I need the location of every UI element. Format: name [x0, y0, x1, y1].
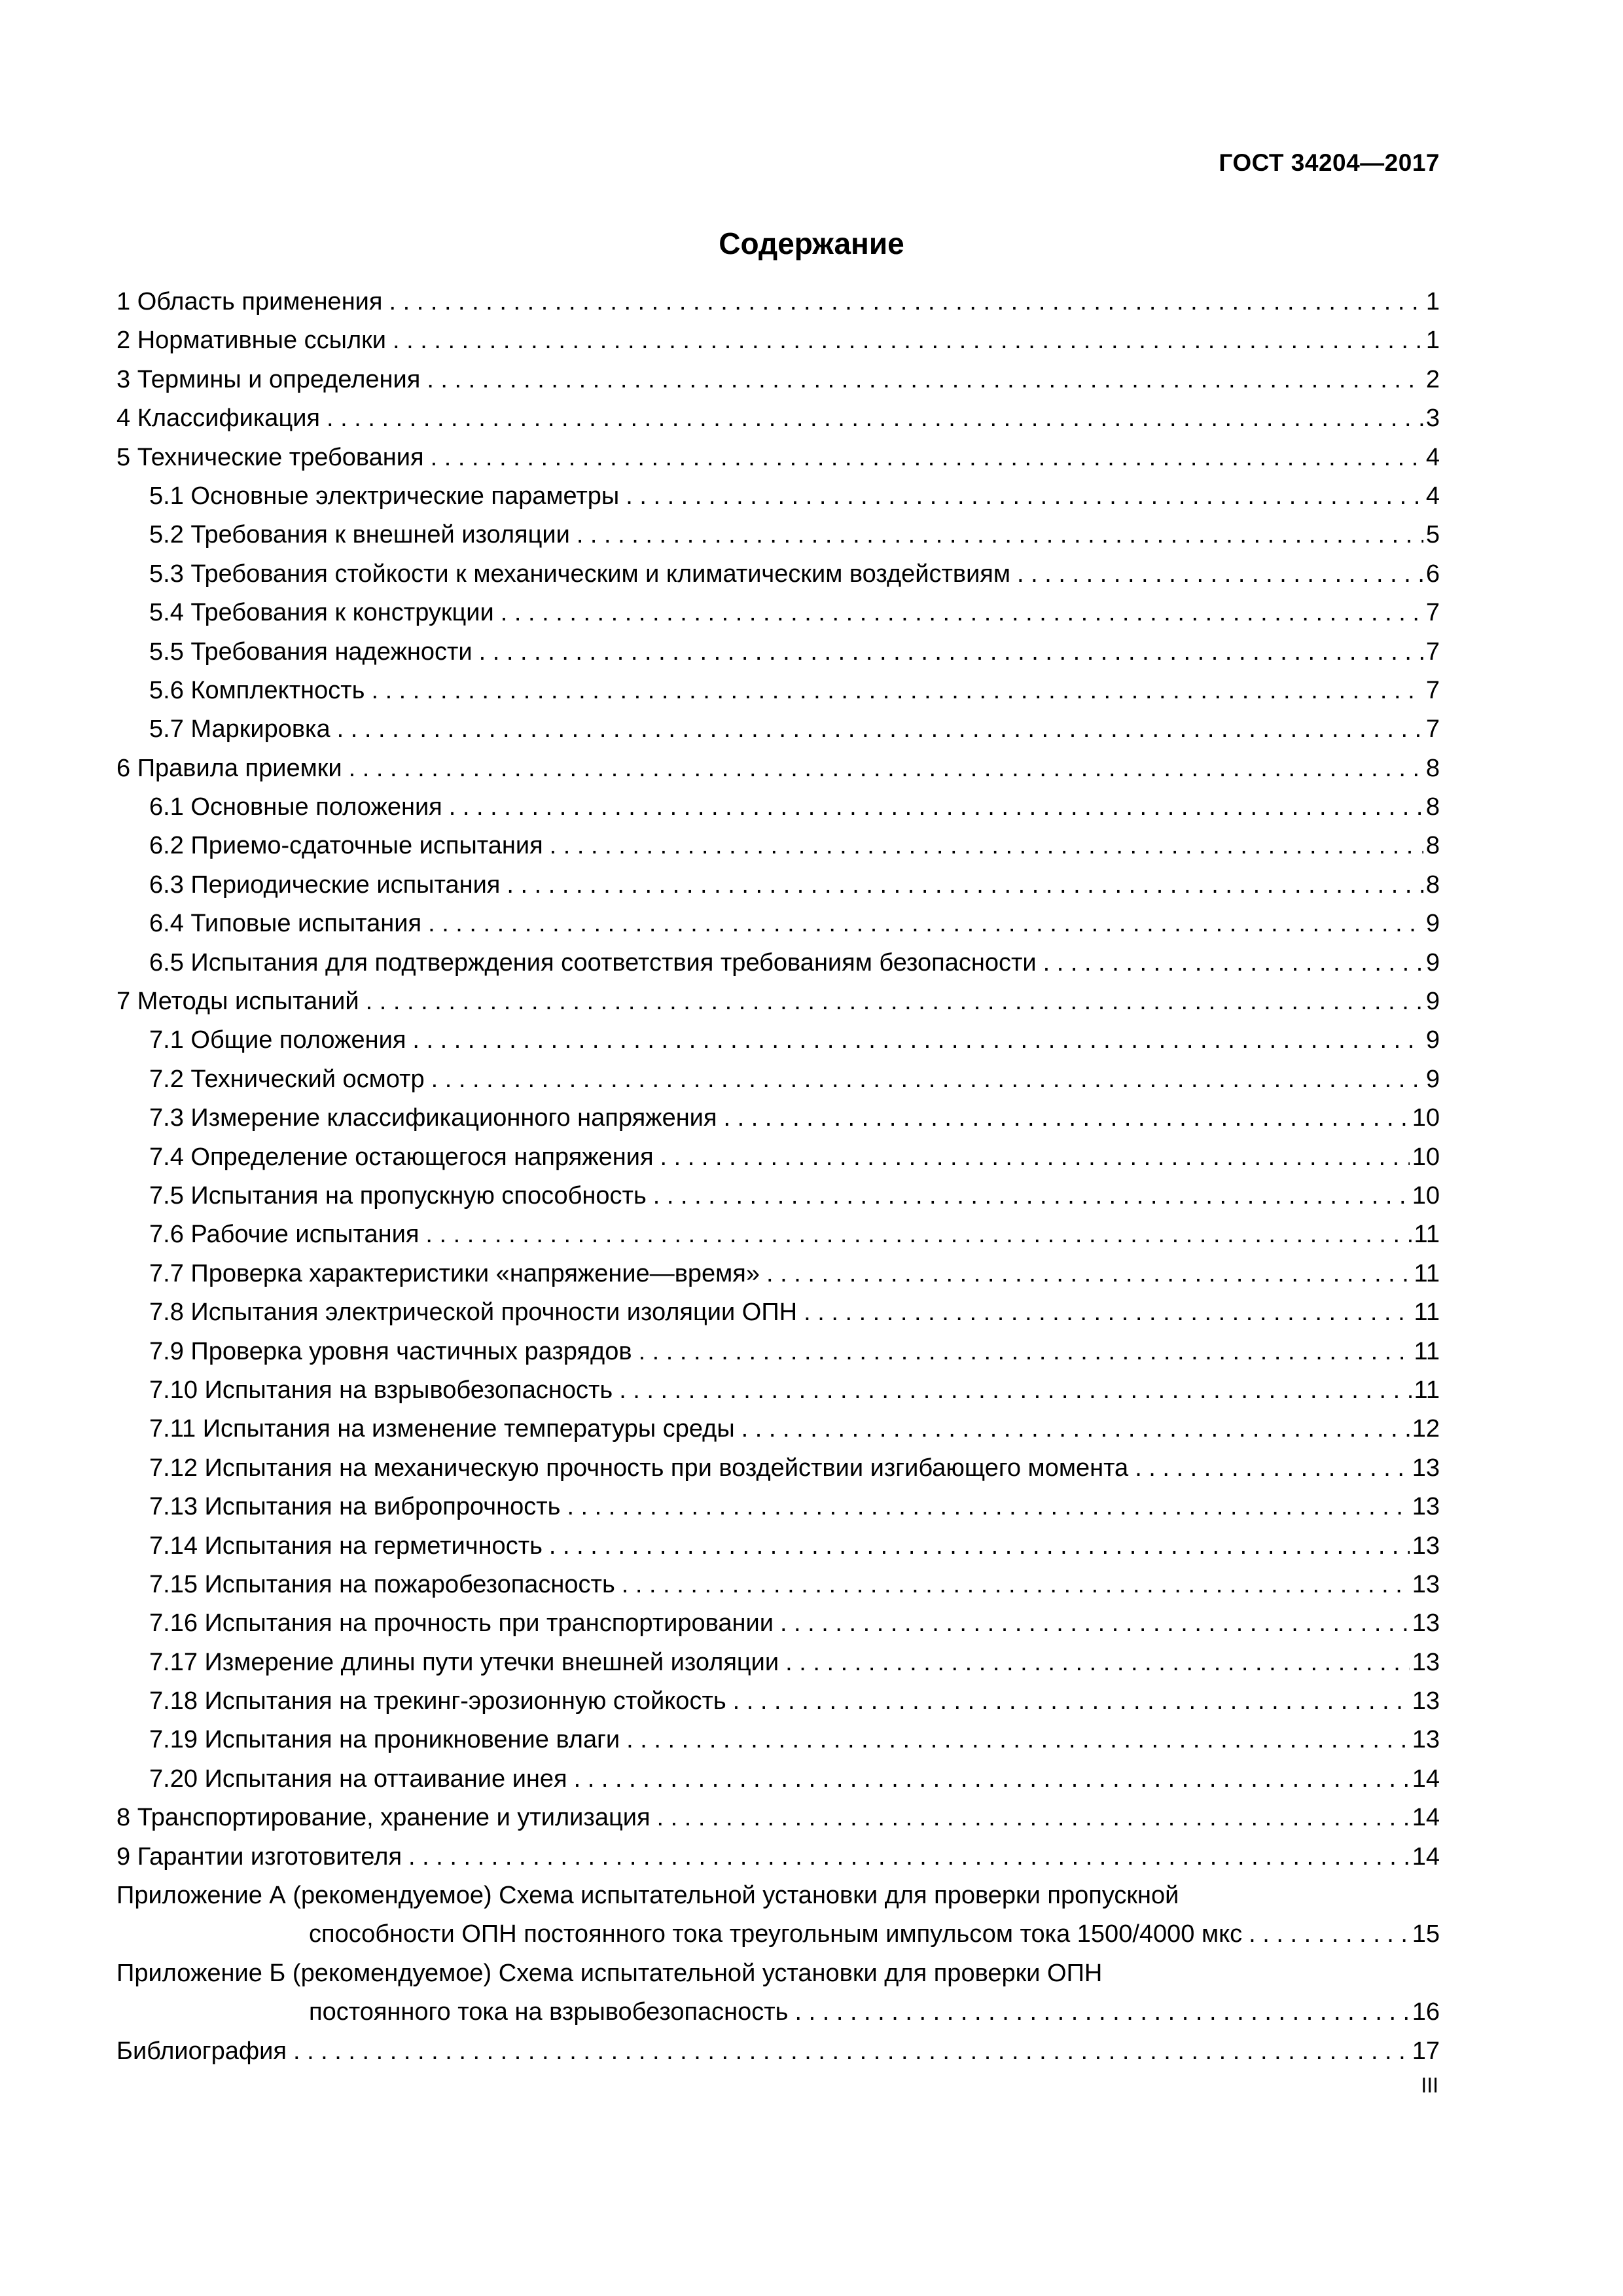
toc-dot-leader [425, 1215, 1411, 1254]
table-of-contents [116, 283, 1440, 2071]
toc-entry-label: 7.14 Испытания на герметичность [149, 1532, 543, 1560]
toc-entry-label: 7 Методы испытаний [116, 988, 359, 1016]
toc-entry-page: 6 [1425, 560, 1440, 588]
toc-dot-leader [549, 1527, 1410, 1566]
toc-entry-page: 7 [1425, 676, 1440, 704]
toc-entry-label: 7.12 Испытания на механическую прочность при воздействии изгибающего момента [149, 1454, 1129, 1482]
toc-entry[interactable] [116, 283, 1440, 321]
toc-entry-label: 5.2 Требования к внешней изоляции [149, 521, 570, 549]
page-number: III [1421, 2073, 1438, 2097]
toc-entry-page: 3 [1425, 404, 1440, 433]
toc-dot-leader [1043, 944, 1423, 982]
toc-entry-page: 17 [1412, 2037, 1440, 2065]
toc-entry-label: 7.3 Измерение классификационного напряжения [149, 1104, 717, 1132]
toc-dot-leader [431, 1060, 1423, 1099]
toc-entry[interactable] [116, 633, 1440, 672]
toc-dot-leader [577, 516, 1423, 554]
toc-entry-page: 1 [1425, 288, 1440, 315]
toc-dot-leader [408, 1838, 1410, 1876]
toc-dot-leader [653, 1177, 1410, 1215]
toc-dot-leader [293, 2032, 1410, 2071]
toc-entry[interactable] [116, 2032, 1440, 2071]
toc-entry-page: 10 [1412, 1104, 1440, 1132]
toc-appendix-title-line1: Приложение А (рекомендуемое) Схема испытательной установки для проверки пропускной [116, 1882, 1179, 1910]
toc-entry-page: 4 [1425, 482, 1440, 510]
toc-dot-leader [622, 1566, 1410, 1604]
toc-dot-leader [427, 361, 1423, 399]
toc-entry-page: 9 [1425, 1026, 1440, 1054]
toc-entry-page: 7 [1425, 637, 1440, 666]
toc-entry-page: 13 [1412, 1532, 1440, 1560]
toc-entry-label: 7.9 Проверка уровня частичных разрядов [149, 1337, 632, 1365]
toc-entry-label: 7.19 Испытания на проникновение влаги [149, 1726, 620, 1754]
toc-dot-leader [337, 710, 1423, 749]
toc-entry-page: 7 [1425, 599, 1440, 627]
toc-dot-leader [371, 672, 1423, 710]
toc-dot-leader [349, 749, 1423, 788]
toc-dot-leader [785, 1643, 1410, 1682]
toc-entry-label: 6.5 Испытания для подтверждения соответствия требованиям безопасности [149, 948, 1037, 977]
toc-entry[interactable] [116, 982, 1440, 1021]
toc-entry-label: 7.11 Испытания на изменение температуры среды [149, 1415, 735, 1443]
toc-entry[interactable] [116, 710, 1440, 749]
toc-appendix-entry[interactable] [116, 1954, 1440, 2032]
toc-entry-page: 11 [1414, 1221, 1440, 1249]
toc-entry[interactable] [116, 905, 1440, 943]
toc-entry-page: 8 [1425, 870, 1440, 899]
toc-entry-label: 8 Транспортирование, хранение и утилизация [116, 1804, 651, 1832]
toc-dot-leader [428, 905, 1423, 943]
toc-entry-page: 8 [1425, 793, 1440, 821]
toc-entry-page: 8 [1425, 754, 1440, 782]
toc-entry-page: 9 [1425, 1065, 1440, 1093]
toc-dot-leader [507, 866, 1423, 905]
toc-entry[interactable] [116, 749, 1440, 788]
toc-entry-page: 4 [1425, 443, 1440, 471]
toc-entry[interactable] [116, 1215, 1440, 1254]
toc-dot-leader [733, 1682, 1410, 1721]
toc-entry-label: 3 Термины и определения [116, 365, 421, 393]
toc-entry[interactable] [116, 1488, 1440, 1526]
toc-entry-label: 7.15 Испытания на пожаробезопасность [149, 1570, 615, 1598]
toc-appendix-title-line2: постоянного тока на взрывобезопасность [309, 1998, 789, 2026]
toc-dot-leader [412, 1021, 1423, 1060]
toc-entry-page: 1 [1425, 327, 1440, 355]
toc-entry[interactable] [116, 1371, 1440, 1410]
toc-entry[interactable] [116, 827, 1440, 865]
toc-entry-label: 5.3 Требования стойкости к механическим и климатическим воздействиям [149, 560, 1011, 588]
toc-entry[interactable] [116, 866, 1440, 905]
toc-entry[interactable] [116, 1060, 1440, 1099]
toc-entry-label: 6 Правила приемки [116, 754, 342, 782]
toc-entry-label: 6.1 Основные положения [149, 793, 442, 821]
toc-entry-page: 14 [1412, 1842, 1440, 1871]
toc-entry-label: 5.6 Комплектность [149, 676, 365, 704]
toc-entry-label: 5.5 Требования надежности [149, 637, 473, 666]
toc-entry-label: 7.20 Испытания на оттаивание инея [149, 1765, 567, 1793]
toc-dot-leader [327, 399, 1423, 438]
toc-entry-page: 12 [1412, 1415, 1440, 1443]
toc-dot-leader [766, 1255, 1412, 1293]
toc-entry-page: 8 [1425, 832, 1440, 860]
toc-dot-leader [724, 1099, 1410, 1138]
toc-dot-leader [1135, 1449, 1410, 1488]
toc-dot-leader [366, 982, 1423, 1021]
toc-dot-leader [479, 633, 1423, 672]
toc-entry[interactable] [116, 1527, 1440, 1566]
toc-entry-page: 10 [1412, 1143, 1440, 1171]
toc-entry[interactable] [116, 1566, 1440, 1604]
toc-entry-label: 6.3 Периодические испытания [149, 870, 501, 899]
toc-dot-leader [574, 1760, 1410, 1799]
toc-entry[interactable] [116, 1760, 1440, 1799]
toc-entry[interactable] [116, 788, 1440, 827]
toc-entry[interactable] [116, 1410, 1440, 1448]
toc-entry[interactable] [116, 516, 1440, 554]
toc-dot-leader [626, 1721, 1410, 1759]
toc-entry-page: 11 [1414, 1299, 1440, 1327]
toc-entry-label: 7.2 Технический осмотр [149, 1065, 425, 1093]
toc-entry-label: 7.4 Определение остающегося напряжения [149, 1143, 654, 1171]
toc-entry-label: 6.4 Типовые испытания [149, 910, 422, 938]
toc-entry[interactable] [116, 1099, 1440, 1138]
toc-entry-label: 2 Нормативные ссылки [116, 327, 386, 355]
toc-entry-label: 5.7 Маркировка [149, 715, 330, 744]
toc-entry-page: 15 [1412, 1920, 1440, 1948]
toc-dot-leader [501, 594, 1423, 632]
toc-entry-page: 13 [1412, 1493, 1440, 1521]
toc-entry[interactable] [116, 1604, 1440, 1643]
toc-entry-label: 5 Технические требования [116, 443, 424, 471]
toc-entry[interactable] [116, 672, 1440, 710]
toc-dot-leader [393, 321, 1423, 360]
toc-entry-page: 13 [1412, 1454, 1440, 1482]
toc-entry-page: 2 [1425, 365, 1440, 393]
toc-entry-label: 7.6 Рабочие испытания [149, 1221, 419, 1249]
toc-entry-page: 11 [1414, 1337, 1440, 1365]
toc-dot-leader [389, 283, 1423, 321]
toc-entry-label: 7.18 Испытания на трекинг-эрозионную стойкость [149, 1687, 726, 1715]
toc-entry[interactable] [116, 321, 1440, 360]
toc-entry-page: 7 [1425, 715, 1440, 744]
toc-entry[interactable] [116, 555, 1440, 594]
toc-appendix-entry[interactable] [116, 1876, 1440, 1954]
toc-entry[interactable] [116, 399, 1440, 438]
toc-entry-label: 6.2 Приемо-сдаточные испытания [149, 832, 543, 860]
toc-dot-leader [741, 1410, 1410, 1448]
toc-entry[interactable] [116, 361, 1440, 399]
toc-dot-leader [567, 1488, 1409, 1526]
toc-entry-page: 11 [1414, 1376, 1440, 1404]
toc-entry-label: 7.8 Испытания электрической прочности изоляции ОПН [149, 1299, 798, 1327]
toc-entry[interactable] [116, 1293, 1440, 1332]
toc-entry-label: 4 Классификация [116, 404, 321, 433]
toc-entry-label: 1 Область применения [116, 288, 383, 315]
toc-entry[interactable] [116, 1449, 1440, 1488]
toc-entry-page: 9 [1425, 910, 1440, 938]
toc-entry-label: 5.4 Требования к конструкции [149, 599, 494, 627]
toc-entry[interactable] [116, 1721, 1440, 1759]
toc-entry-page: 13 [1412, 1726, 1440, 1754]
toc-dot-leader [804, 1293, 1411, 1332]
toc-entry[interactable] [116, 1682, 1440, 1721]
toc-entry-page: 13 [1412, 1687, 1440, 1715]
toc-entry[interactable] [116, 944, 1440, 982]
toc-dot-leader [626, 477, 1423, 516]
toc-entry-page: 10 [1412, 1181, 1440, 1210]
toc-entry[interactable] [116, 1838, 1440, 1876]
toc-entry-page: 9 [1425, 988, 1440, 1016]
toc-dot-leader [431, 439, 1423, 477]
toc-dot-leader [657, 1799, 1410, 1837]
toc-entry-label: 7.5 Испытания на пропускную способность [149, 1181, 647, 1210]
document-standard-code: ГОСТ 34204—2017 [1219, 149, 1440, 176]
toc-entry[interactable] [116, 594, 1440, 632]
toc-entry-label: 7.1 Общие положения [149, 1026, 406, 1054]
toc-entry-label: 7.10 Испытания на взрывобезопасность [149, 1376, 613, 1404]
toc-entry[interactable] [116, 1138, 1440, 1177]
toc-entry[interactable] [116, 439, 1440, 477]
toc-entry-page: 16 [1412, 1998, 1440, 2026]
toc-dot-leader [1249, 1915, 1410, 1954]
toc-entry-label: 7.16 Испытания на прочность при транспортировании [149, 1609, 774, 1638]
toc-entry-page: 9 [1425, 948, 1440, 977]
toc-entry[interactable] [116, 1333, 1440, 1371]
toc-title: Содержание [719, 226, 904, 260]
toc-dot-leader [550, 827, 1423, 865]
toc-appendix-title-line2: способности ОПН постоянного тока треугольным импульсом тока 1500/4000 мкс [309, 1920, 1243, 1948]
toc-entry-page: 5 [1425, 521, 1440, 549]
toc-entry[interactable] [116, 1021, 1440, 1060]
toc-dot-leader [639, 1333, 1412, 1371]
toc-entry-page: 11 [1414, 1259, 1440, 1287]
toc-dot-leader [780, 1604, 1410, 1643]
toc-dot-leader [794, 1993, 1409, 2032]
toc-entry-label: Библиография [116, 2037, 287, 2065]
toc-dot-leader [1017, 555, 1423, 594]
toc-entry-label: 7.17 Измерение длины пути утечки внешней изоляции [149, 1648, 779, 1676]
toc-entry-label: 7.13 Испытания на вибропрочность [149, 1493, 561, 1521]
toc-entry-page: 13 [1412, 1609, 1440, 1638]
toc-entry-page: 14 [1412, 1804, 1440, 1832]
toc-entry-label: 5.1 Основные электрические параметры [149, 482, 620, 510]
toc-entry[interactable] [116, 1255, 1440, 1293]
toc-entry[interactable] [116, 1799, 1440, 1837]
toc-appendix-title-line1: Приложение Б (рекомендуемое) Схема испытательной установки для проверки ОПН [116, 1959, 1103, 1987]
toc-entry-page: 14 [1412, 1765, 1440, 1793]
toc-entry[interactable] [116, 477, 1440, 516]
toc-entry[interactable] [116, 1177, 1440, 1215]
toc-entry-page: 13 [1412, 1648, 1440, 1676]
toc-dot-leader [449, 788, 1423, 827]
toc-entry-page: 13 [1412, 1570, 1440, 1598]
toc-entry-label: 9 Гарантии изготовителя [116, 1842, 402, 1871]
toc-entry-label: 7.7 Проверка характеристики «напряжение—время» [149, 1259, 760, 1287]
toc-dot-leader [660, 1138, 1410, 1177]
toc-entry[interactable] [116, 1643, 1440, 1682]
toc-dot-leader [619, 1371, 1411, 1410]
